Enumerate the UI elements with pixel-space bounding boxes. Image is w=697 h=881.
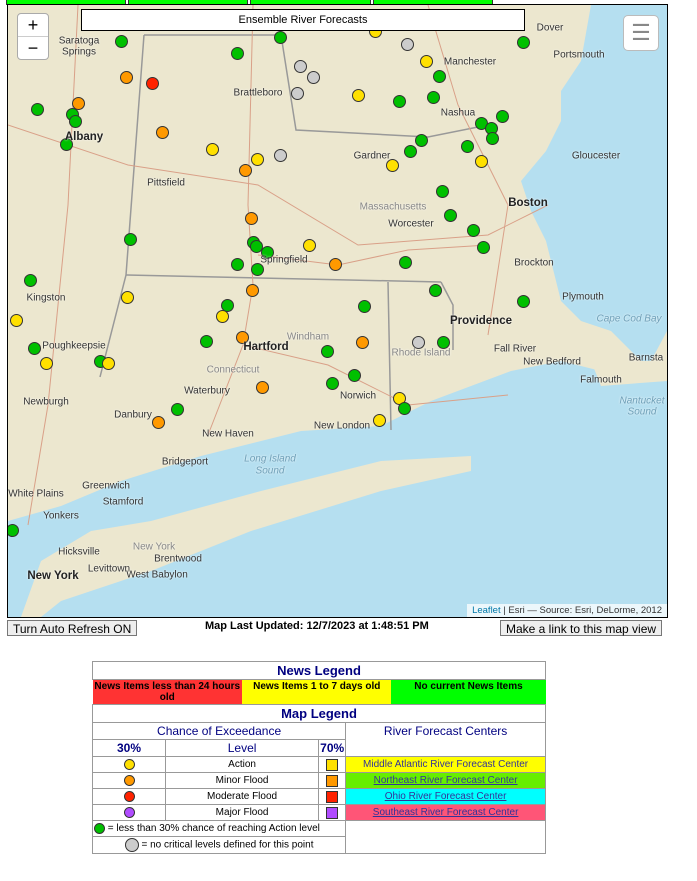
place-label: Sound — [255, 465, 285, 477]
make-link-button[interactable]: Make a link to this map view — [500, 620, 662, 636]
place-label: West Babylon — [126, 569, 188, 581]
forecast-point-marker-green[interactable] — [404, 145, 417, 158]
map-legend-title: Map Legend — [93, 705, 546, 723]
forecast-point-marker-orange[interactable] — [245, 212, 258, 225]
forecast-point-marker-green[interactable] — [477, 241, 490, 254]
news-legend-red: News Items less than 24 hours old — [94, 681, 241, 703]
forecast-point-marker-green[interactable] — [28, 342, 41, 355]
forecast-point-marker-green[interactable] — [321, 345, 334, 358]
forecast-point-marker-green[interactable] — [427, 91, 440, 104]
layers-icon: ☰ — [631, 20, 651, 45]
forecast-point-marker-yellow[interactable] — [352, 89, 365, 102]
place-label: Yonkers — [43, 510, 79, 522]
place-label: Manchester — [443, 56, 497, 68]
place-label: Springs — [62, 46, 96, 58]
place-label: Nantucket — [619, 395, 665, 407]
map[interactable] — [7, 4, 668, 618]
forecast-point-marker-green[interactable] — [231, 258, 244, 271]
action-square-icon — [326, 759, 338, 771]
place-label: Pittsfield — [147, 177, 185, 189]
forecast-point-marker-green[interactable] — [461, 140, 474, 153]
col-70: 70% — [320, 741, 345, 755]
place-label: Boston — [508, 197, 548, 209]
forecast-point-marker-yellow[interactable] — [420, 55, 433, 68]
place-label: Waterbury — [184, 385, 230, 397]
forecast-point-marker-green[interactable] — [274, 31, 287, 44]
gray-note: = no critical levels defined for this point — [141, 839, 314, 851]
green-circle-icon — [94, 823, 105, 834]
forecast-point-marker-green[interactable] — [517, 36, 530, 49]
place-label: Danbury — [114, 409, 152, 421]
place-label: New Haven — [202, 428, 254, 440]
zoom-out-button[interactable]: − — [27, 38, 39, 58]
attribution — [467, 604, 667, 617]
place-label: Rhode Island — [391, 347, 451, 359]
forecast-point-marker-green[interactable] — [398, 402, 411, 415]
forecast-point-marker-green[interactable] — [231, 47, 244, 60]
forecast-point-marker-yellow[interactable] — [206, 143, 219, 156]
forecast-point-marker-green[interactable] — [358, 300, 371, 313]
zoom-control — [17, 13, 49, 60]
place-label: Brattleboro — [233, 87, 283, 99]
rfc-serfc-link[interactable]: Southeast River Forecast Center — [372, 807, 519, 818]
place-label: Levittown — [87, 563, 131, 575]
forecast-point-marker-green[interactable] — [200, 335, 213, 348]
place-label: New London — [313, 420, 371, 432]
ocean — [8, 5, 667, 617]
zoom-in-button[interactable]: + — [18, 14, 48, 37]
place-label: Barnsta — [628, 352, 664, 364]
news-legend-yellow: News Items 1 to 7 days old — [242, 680, 391, 704]
forecast-point-marker-green[interactable] — [31, 103, 44, 116]
forecast-point-marker-green[interactable] — [444, 209, 457, 222]
col-level: Level — [166, 740, 319, 757]
level-major: Major Flood — [166, 805, 319, 821]
col-30: 30% — [93, 740, 166, 757]
news-legend-green: No current News Items — [391, 680, 545, 704]
place-label: Newburgh — [23, 396, 69, 408]
green-note: = less than 30% chance of reaching Action level — [107, 823, 320, 835]
forecast-point-marker-orange[interactable] — [246, 284, 259, 297]
attribution-text: | Esri — Source: Esri, DeLorme, 2012 — [500, 605, 662, 616]
minor-square-icon — [326, 775, 338, 787]
place-label: Windham — [286, 331, 330, 343]
forecast-point-marker-red[interactable] — [146, 77, 159, 90]
place-label: Portsmouth — [553, 49, 605, 61]
forecast-point-marker-yellow[interactable] — [251, 153, 264, 166]
forecast-point-marker-gray[interactable] — [274, 149, 287, 162]
major-square-icon — [326, 807, 338, 819]
forecast-point-marker-green[interactable] — [24, 274, 37, 287]
forecast-point-marker-green[interactable] — [496, 110, 509, 123]
major-circle-icon — [124, 807, 135, 818]
layers-button[interactable] — [623, 15, 659, 51]
place-label: Nashua — [440, 107, 476, 119]
place-label: Fall River — [493, 343, 537, 355]
forecast-point-marker-yellow[interactable] — [216, 310, 229, 323]
minor-circle-icon — [124, 775, 135, 786]
forecast-point-marker-green[interactable] — [171, 403, 184, 416]
leaflet-link[interactable]: Leaflet — [472, 605, 501, 616]
forecast-point-marker-orange[interactable] — [356, 336, 369, 349]
map-basemap — [8, 5, 667, 617]
forecast-point-marker-green[interactable] — [326, 377, 339, 390]
forecast-point-marker-green[interactable] — [399, 256, 412, 269]
auto-refresh-button[interactable]: Turn Auto Refresh ON — [7, 620, 137, 636]
forecast-point-marker-green[interactable] — [467, 224, 480, 237]
forecast-point-marker-green[interactable] — [486, 132, 499, 145]
place-label: Long Island — [244, 453, 296, 465]
place-label: Worcester — [388, 218, 434, 230]
place-label: Brockton — [514, 257, 554, 269]
place-label: Albany — [64, 131, 104, 143]
place-label: Dover — [536, 22, 564, 34]
forecast-point-marker-orange[interactable] — [329, 258, 342, 271]
rfc-nerfc-link[interactable]: Northeast River Forecast Center — [373, 775, 518, 786]
forecast-point-marker-green[interactable] — [415, 134, 428, 147]
forecast-point-marker-yellow[interactable] — [121, 291, 134, 304]
place-label: Greenwich — [82, 480, 130, 492]
moderate-circle-icon — [124, 791, 135, 802]
rfc-ohrfc-link[interactable]: Ohio River Forecast Center — [384, 791, 507, 802]
forecast-point-marker-yellow[interactable] — [475, 155, 488, 168]
forecast-point-marker-green[interactable] — [429, 284, 442, 297]
place-label: New Bedford — [523, 356, 581, 368]
map-title: Ensemble River Forecasts — [81, 9, 525, 31]
forecast-point-marker-green[interactable] — [348, 369, 361, 382]
place-label: Cape Cod Bay — [596, 313, 662, 325]
level-moderate: Moderate Flood — [166, 789, 319, 805]
place-label: Stamford — [102, 496, 144, 508]
place-label: Saratoga — [58, 35, 100, 47]
news-legend-title: News Legend — [93, 662, 546, 680]
place-label: Norwich — [339, 390, 377, 402]
place-label: Sound — [627, 406, 657, 418]
place-label: Poughkeepsie — [42, 340, 106, 352]
level-action: Action — [166, 757, 319, 773]
chance-title: Chance of Exceedance — [93, 723, 346, 740]
place-label: Brentwood — [154, 553, 202, 565]
rfc-title: River Forecast Centers — [346, 723, 546, 757]
level-minor: Minor Flood — [166, 773, 319, 789]
forecast-point-marker-green[interactable] — [517, 295, 530, 308]
forecast-point-marker-green[interactable] — [433, 70, 446, 83]
place-label: Hicksville — [58, 546, 100, 558]
place-label: Gloucester — [571, 150, 621, 162]
forecast-point-marker-yellow[interactable] — [303, 239, 316, 252]
forecast-point-marker-orange[interactable] — [256, 381, 269, 394]
place-label: New York — [27, 570, 79, 582]
place-label: Springfield — [260, 254, 308, 266]
place-label: White Plains — [8, 488, 64, 500]
forecast-point-marker-green[interactable] — [69, 115, 82, 128]
forecast-point-marker-green[interactable] — [436, 185, 449, 198]
legend-table — [92, 661, 546, 854]
place-label: Hartford — [243, 341, 289, 353]
place-label: Massachusetts — [359, 201, 427, 213]
last-updated: Map Last Updated: 12/7/2023 at 1:48:51 PM — [205, 620, 429, 632]
forecast-point-marker-orange[interactable] — [120, 71, 133, 84]
forecast-point-marker-yellow[interactable] — [373, 414, 386, 427]
place-label: Providence — [450, 315, 512, 327]
place-label: Gardner — [353, 150, 391, 162]
forecast-point-marker-yellow[interactable] — [102, 357, 115, 370]
forecast-point-marker-gray[interactable] — [291, 87, 304, 100]
forecast-point-marker-orange[interactable] — [152, 416, 165, 429]
place-label: New York — [132, 541, 176, 553]
forecast-point-marker-gray[interactable] — [294, 60, 307, 73]
place-label: Bridgeport — [161, 456, 209, 468]
forecast-point-marker-green[interactable] — [393, 95, 406, 108]
place-label: Connecticut — [206, 364, 260, 376]
forecast-point-marker-orange[interactable] — [156, 126, 169, 139]
rfc-marfc: Middle Atlantic River Forecast Center — [346, 757, 546, 773]
forecast-point-marker-gray[interactable] — [401, 38, 414, 51]
place-label: Kingston — [26, 292, 66, 304]
forecast-point-marker-yellow[interactable] — [10, 314, 23, 327]
moderate-square-icon — [326, 791, 338, 803]
place-label: Falmouth — [580, 374, 622, 386]
forecast-point-marker-gray[interactable] — [307, 71, 320, 84]
forecast-point-marker-green[interactable] — [124, 233, 137, 246]
place-label: Plymouth — [562, 291, 604, 303]
forecast-point-marker-green[interactable] — [115, 35, 128, 48]
gray-circle-icon — [125, 838, 139, 852]
action-circle-icon — [124, 759, 135, 770]
forecast-point-marker-yellow[interactable] — [40, 357, 53, 370]
forecast-point-marker-orange[interactable] — [239, 164, 252, 177]
